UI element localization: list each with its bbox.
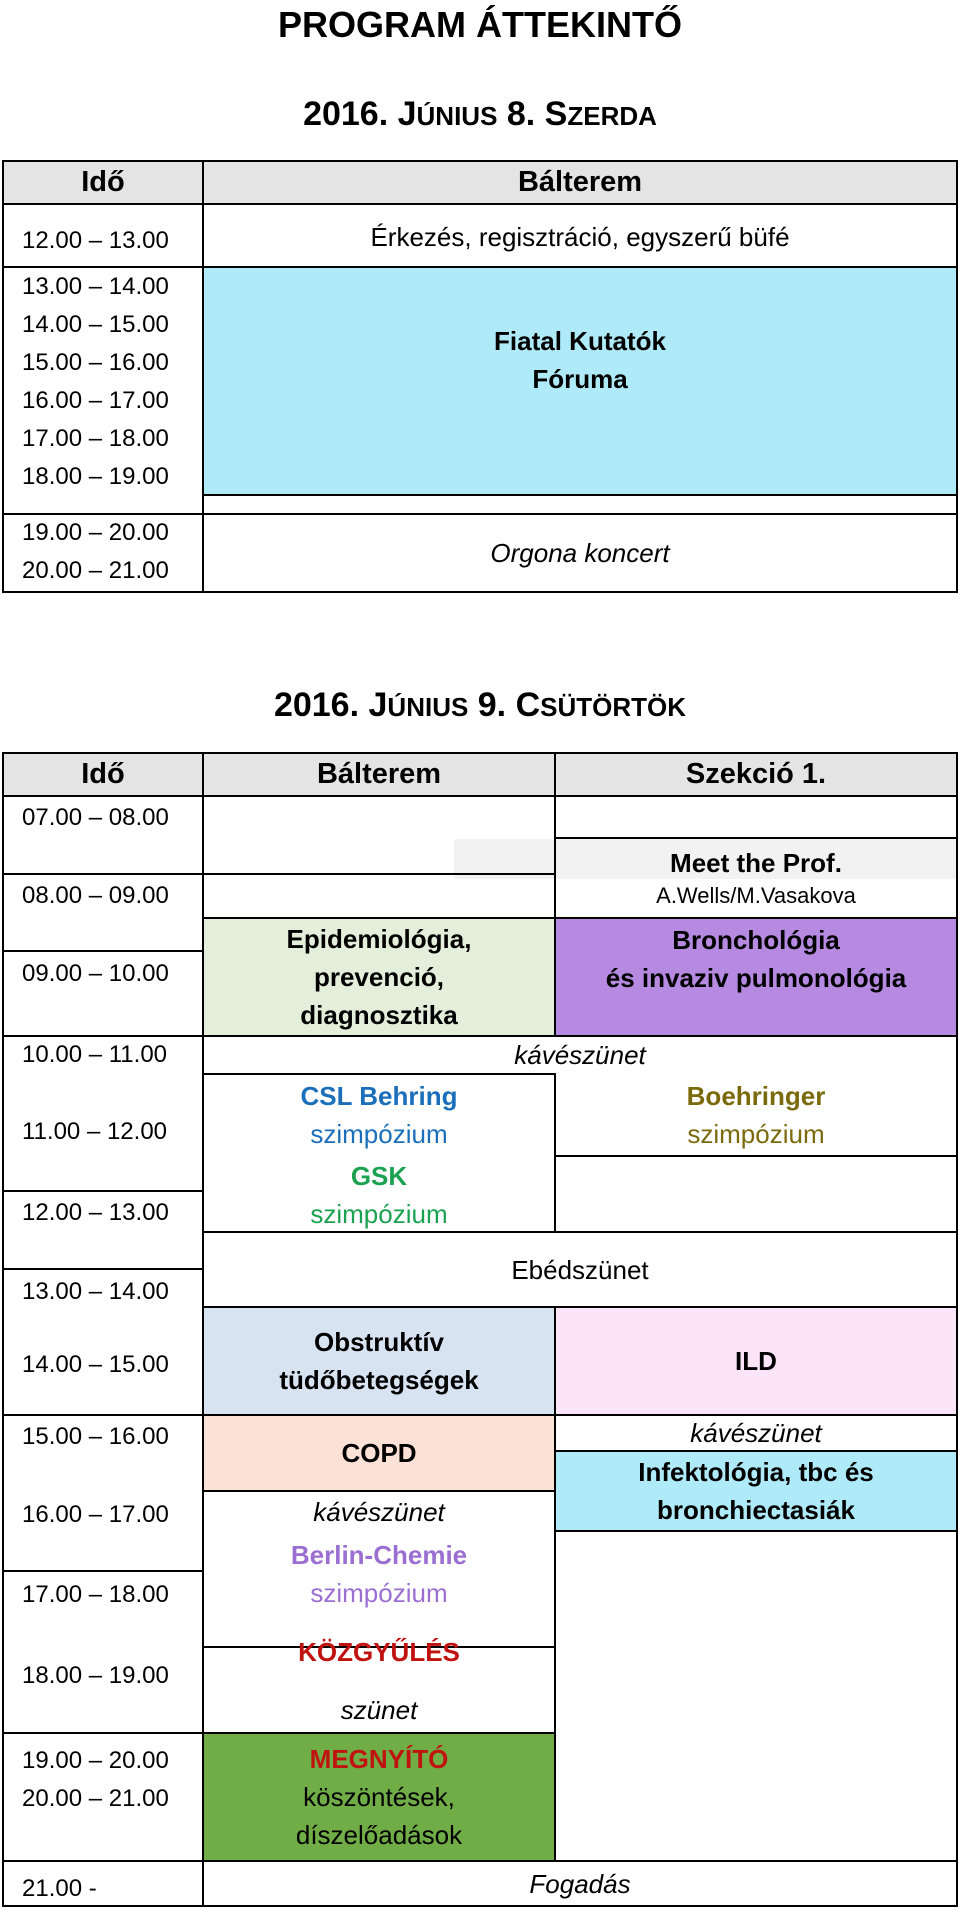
time-slot: 09.00 – 10.00: [22, 960, 169, 987]
time-slot: 18.00 – 19.00: [22, 1662, 169, 1689]
infekt-event: Infektológia, tbc és bronchiectasiák: [638, 1457, 874, 1525]
day2-header-section: Szekció 1.: [554, 752, 958, 797]
time-slot: 14.00 – 15.00: [22, 1351, 169, 1378]
time-slot: 20.00 – 21.00: [22, 1785, 169, 1812]
time-slot: 20.00 – 21.00: [22, 557, 169, 584]
day1-heading: 2016. JÚNIUS 8. SZERDA: [303, 95, 657, 133]
time-slot: 14.00 – 15.00: [22, 311, 169, 338]
time-slot: 07.00 – 08.00: [22, 804, 169, 831]
time-slot: 21.00 -: [22, 1875, 97, 1902]
meet-prof-event: Meet the Prof. A.Wells/M.Vasakova: [656, 848, 856, 908]
time-slot: 12.00 – 13.00: [22, 227, 169, 254]
day2-row-divider: [554, 1530, 958, 1532]
day2-row-divider: [2, 950, 204, 952]
break-event: szünet: [340, 1695, 418, 1725]
page-title: PROGRAM ÁTTEKINTŐ: [278, 4, 682, 45]
ild-event: ILD: [735, 1346, 777, 1376]
day2-row-divider: [2, 1190, 204, 1192]
coffee-break-2: kávészünet: [690, 1418, 822, 1448]
time-slot: 08.00 – 09.00: [22, 882, 169, 909]
day2-row-divider: [2, 1268, 204, 1270]
time-slot: 17.00 – 18.00: [22, 1581, 169, 1608]
time-slot: 11.00 – 12.00: [22, 1118, 168, 1145]
copd-event: COPD: [341, 1438, 417, 1468]
coffee-break-1: kávészünet: [514, 1040, 646, 1070]
time-slot: 18.00 – 19.00: [22, 463, 169, 490]
time-slot: 16.00 – 17.00: [22, 387, 169, 414]
day2-heading: 2016. JÚNIUS 9. CSÜTÖRTÖK: [273, 686, 687, 724]
megnyito-event: MEGNYÍTÓ köszöntések, díszelőadások: [295, 1744, 463, 1850]
lunch-event: Ebédszünet: [511, 1254, 649, 1285]
time-slot: 10.00 – 11.00: [22, 1041, 168, 1068]
broncho-event: Bronchológia és invaziv pulmonológia: [605, 925, 907, 993]
day2-row-divider: [2, 873, 204, 875]
concert-event: Orgona koncert: [490, 538, 670, 568]
day2-row-divider: [554, 1155, 958, 1157]
time-slot: 15.00 – 16.00: [22, 349, 169, 376]
arrival-event: Érkezés, regisztráció, egyszerű büfé: [370, 221, 790, 252]
day2-header-time: Idő: [2, 752, 204, 797]
day2-row-divider: [2, 1570, 204, 1572]
time-slot: 13.00 – 14.00: [22, 1278, 169, 1305]
kozgyules-event: KÖZGYŰLÉS: [298, 1637, 460, 1667]
day1-header-time: Idő: [2, 160, 204, 205]
time-slot: 12.00 – 13.00: [22, 1199, 169, 1226]
day2-row-divider: [202, 873, 556, 875]
coffee-break-3: kávészünet: [313, 1497, 445, 1527]
day1-row-divider: [202, 494, 958, 496]
time-slot: 19.00 – 20.00: [22, 519, 169, 546]
day2-header-room: Bálterem: [202, 752, 556, 797]
time-slot: 17.00 – 18.00: [22, 425, 169, 452]
csl-event: CSL Behring szimpózium: [300, 1081, 458, 1149]
time-slot: 19.00 – 20.00: [22, 1747, 169, 1774]
obs-event: Obstruktív tüdőbetegségek: [279, 1327, 479, 1395]
day2-row-divider: [2, 1414, 204, 1416]
day1-header-room: Bálterem: [202, 160, 958, 205]
time-slot: 13.00 – 14.00: [22, 273, 169, 300]
time-slot: 15.00 – 16.00: [22, 1423, 169, 1450]
time-slot: 16.00 – 17.00: [22, 1501, 169, 1528]
forum-event: Fiatal Kutatók Fóruma: [494, 326, 666, 394]
boehringer-event: Boehringer szimpózium: [686, 1081, 826, 1149]
berlin-event: Berlin-Chemie szimpózium: [290, 1540, 468, 1608]
gsk-event: GSK szimpózium: [310, 1161, 448, 1229]
day2-row-divider: [2, 1732, 204, 1734]
reception-event: Fogadás: [529, 1868, 631, 1899]
epi-event: Epidemiológia, prevenció, diagnosztika: [286, 924, 472, 1030]
